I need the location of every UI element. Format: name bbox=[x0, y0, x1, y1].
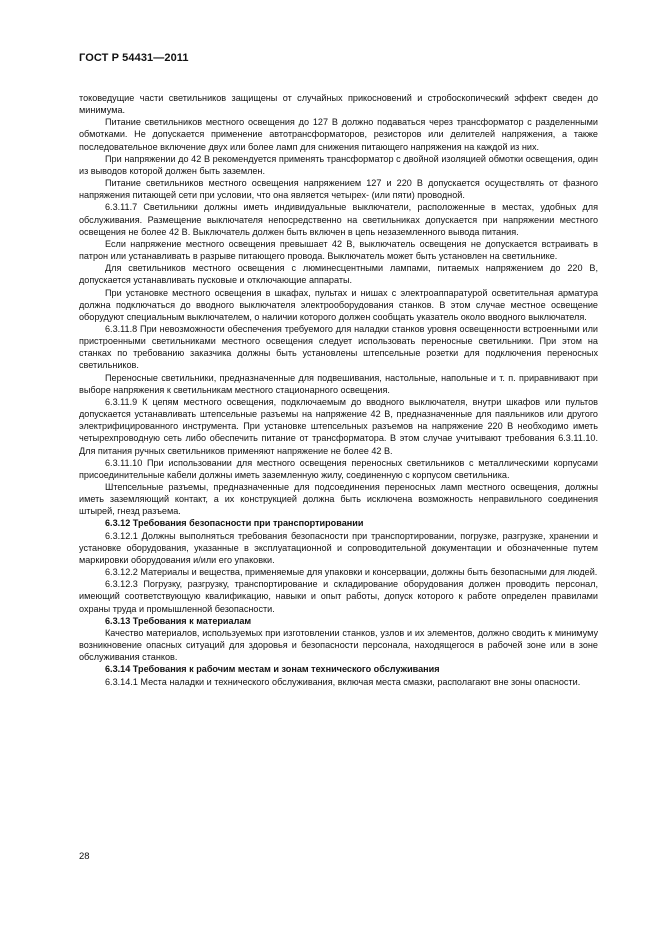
body-paragraph: При установке местного освещения в шкафах, пультах и нишах с электроаппаратурой осветительная арматура должна подключаться до вводного выключателя электрооборудования станков. В этом случае местное освещение оборудуют специальным выключателем, о наличии которого должен сообщать указатель около вводного выключателя. bbox=[79, 287, 598, 322]
body-paragraph: 6.3.11.10 При использовании для местного освещения переносных светильников с металлическими корпусами присоединительные кабели должны иметь заземленную жилу, соединенную с корпусом светильника. bbox=[79, 457, 598, 480]
body-paragraph: Питание светильников местного освещения напряжением 127 и 220 В допускается осуществлять от фазного напряжения питающей сети при условии, что она является четырех- (или пяти) проводной. bbox=[79, 178, 598, 201]
body-paragraph: 6.3.12.1 Должны выполняться требования безопасности при транспортировании, погрузке, разгрузке, хранении и установке оборудования, указанные в эксплуатационной и сопроводительной документации и обозначенные путем маркировки оборудования и/или его упаковки. bbox=[79, 530, 598, 565]
body-paragraph: Штепсельные разъемы, предназначенные для подсоединения переносных ламп местного освещения, должны иметь заземляющий контакт, а их конструкцией должна быть исключена возможность неправильного соединения штырей, гнезд разъема. bbox=[79, 482, 598, 517]
body-paragraph: Для светильников местного освещения с люминесцентными лампами, питаемых напряжением до 220 В, допускается устанавливать пусковые и отключающие аппараты. bbox=[79, 263, 598, 286]
body-paragraph: 6.3.14.1 Места наладки и технического обслуживания, включая места смазки, располагают вне зоны опасности. bbox=[105, 676, 581, 687]
section-heading: 6.3.14 Требования к рабочим местам и зонам технического обслуживания bbox=[105, 664, 440, 675]
body-paragraph: Переносные светильники, предназначенные для подвешивания, настольные, напольные и т. п. приравнивают при выборе напряжения к светильникам местного стационарного освещения. bbox=[79, 372, 598, 395]
body-paragraph: При напряжении до 42 В рекомендуется применять трансформатор с двойной изоляцией обмотки освещения, один из выводов которой должен быть заземлен. bbox=[79, 153, 598, 176]
page-number: 28 bbox=[79, 851, 90, 862]
body-paragraph: 6.3.12.2 Материалы и вещества, применяемые для упаковки и консервации, должны быть безопасными для людей. bbox=[105, 567, 598, 578]
body-paragraph: 6.3.12.3 Погрузку, разгрузку, транспортирование и складирование оборудования должен проводить персонал, имеющий соответствующую квалификацию, навыки и опыт работы, допуск которого к работе определен правилами охраны труда и промышленной безопасности. bbox=[79, 579, 598, 614]
body-paragraph: Питание светильников местного освещения до 127 В должно подаваться через трансформатор с разделенными обмотками. Не допускается применение автотрансформаторов, резисторов или делителей напряжения, а также последовательное включение двух или более ламп для снижения питающего напряжения на каждой из них. bbox=[79, 117, 598, 152]
body-paragraph: 6.3.11.8 При невозможности обеспечения требуемого для наладки станков уровня освещенности встроенными или пристроенными светильниками местного освещения следует использовать переносные светильники. При этом на станках по требованию заказчика должны быть установлены штепсельные розетки для подключения переносных светильников. bbox=[79, 323, 598, 371]
section-heading: 6.3.12 Требования безопасности при транспортировании bbox=[105, 518, 364, 529]
body-paragraph: Качество материалов, используемых при изготовлении станков, узлов и их элементов, должно сводить к минимуму возникновение опасных ситуаций для здоровья и безопасности персонала, находящегося в рабочей зоне или в зоне обслуживания станков. bbox=[79, 627, 598, 663]
body-paragraph: 6.3.11.7 Светильники должны иметь индивидуальные выключатели, расположенные в местах, удобных для обслуживания. Размещение выключателя непосредственно на светильниках допускается при напряжении местного освещения не более 42 В. Выключатель должен быть включен в цепь незаземленного вывода питания. bbox=[79, 202, 598, 237]
body-paragraph: токоведущие части светильников защищены от случайных прикосновений и стробоскопический эффект сведен до минимума. bbox=[79, 93, 598, 116]
section-heading: 6.3.13 Требования к материалам bbox=[105, 615, 252, 626]
body-paragraph: Если напряжение местного освещения превышает 42 В, выключатель освещения не допускается встраивать в патрон или устанавливать в разрыве питающего провода. Выключатель может быть установлен на светильнике. bbox=[79, 238, 598, 262]
document-body bbox=[79, 92, 598, 688]
body-paragraph: 6.3.11.9 К цепям местного освещения, подключаемым до вводного выключателя, внутри шкафов или пультов допускается устанавливать штепсельные разъемы на напряжение 42 В, предназначенные для паяльников или другого электрифицированного инструмента. При установке штепсельных разъемов на напряжение 220 В необходимо иметь четырехпроводную сеть либо обеспечить питание от трансформатора. В этом случае учитывают требования 6.3.11.10. Для питания ручных светильников применяют напряжение не более 42 В. bbox=[79, 396, 598, 456]
document-code-header: ГОСТ Р 54431—2011 bbox=[79, 52, 189, 64]
